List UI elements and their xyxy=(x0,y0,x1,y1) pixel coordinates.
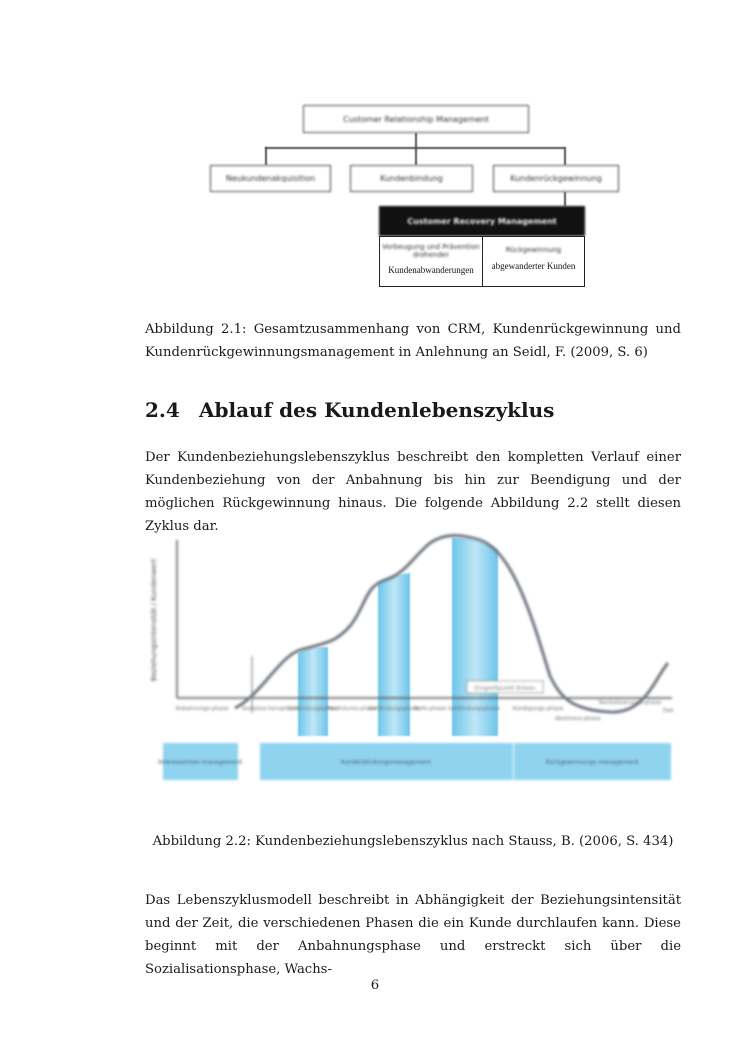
phase-label: Gefährdungsphase xyxy=(286,706,340,712)
connector xyxy=(265,147,267,165)
x-axis-label: Zeit xyxy=(662,708,674,714)
band-1 xyxy=(298,647,328,736)
bottom-label: Interessenten-management xyxy=(158,759,242,766)
section-title: Ablauf des Kundenlebenszyklus xyxy=(199,398,555,422)
y-axis-label: Beziehungsintensität / Kundenwert xyxy=(150,558,158,682)
connector xyxy=(415,147,417,165)
bottom-label: Kundenbindungsmanagement xyxy=(340,759,432,766)
sub-box-left-blurred: Vorbeugung und Prävention drohender xyxy=(382,239,480,263)
box-retention: Kundenbindung xyxy=(350,165,473,192)
sub-box-right-blurred: Rückgewinnung xyxy=(485,239,582,261)
connector xyxy=(564,147,566,165)
phase-label: Abstinenz-phase xyxy=(555,716,601,722)
recovery-management-box: Customer Recovery Management xyxy=(379,206,585,236)
phase-label: Reife-phase xyxy=(413,706,447,712)
sub-box-right xyxy=(482,236,585,287)
phase-label: Kündigungs-phase xyxy=(512,706,564,712)
paragraph-2: Das Lebenszyklusmodell beschreibt in Abhängigkeit der Beziehungsintensität und der Zeit, die verschiedenen Phasen die ein Kunde durchlaufen kann. Diese beginnt mit der Anbahnungsphase und erstreckt sich über die Sozialisationsphase, Wachs- xyxy=(145,893,681,977)
callout-text: Eingreifpunkt Krisen xyxy=(474,685,536,692)
paragraph-1: Der Kundenbeziehungslebenszyklus beschreibt den kompletten Verlauf einer Kundenbeziehung von der Anbahnung bis hin zur Beendigung und der möglichen Rückgewinnung hinaus. Die folgende Abbildung 2.2 stellt diesen Zyklus dar. xyxy=(145,450,681,534)
figure-lifecycle xyxy=(140,528,680,792)
figure1-caption: Abbildung 2.1: Gesamtzusammenhang von CRM, Kundenrückgewinnung und Kundenrückgewinnungsmanagement in Anlehnung an Seidl, F. (2009, S. 6) xyxy=(145,322,681,360)
connector xyxy=(415,133,417,148)
bottom-label: Rückgewinnungs-management xyxy=(545,759,639,766)
box-recovery: Kundenrückgewinnung xyxy=(493,165,619,192)
crm-top-box: Customer Relationship Management xyxy=(303,105,529,133)
phase-label: Gefährdungsphase xyxy=(367,706,421,712)
sub-box-right-text: abgewanderter Kunden xyxy=(491,261,576,271)
sub-box-left-text: Kundenabwanderungen xyxy=(388,265,474,275)
phase-label: Wachstums-phase xyxy=(326,706,378,712)
phase-label: Revitalisierungs-phase xyxy=(598,700,662,706)
box-acquisition: Neukundenakquisition xyxy=(210,165,331,192)
section-heading xyxy=(145,398,554,422)
page-number: 6 xyxy=(370,978,380,993)
lifecycle-diagram xyxy=(140,528,680,788)
phase-label: Gefährdungsphase xyxy=(447,706,501,712)
section-number: 2.4 xyxy=(145,398,180,422)
figure2-caption: Abbildung 2.2: Kundenbeziehungslebenszyklus nach Stauss, B. (2006, S. 434) xyxy=(152,834,674,849)
phase-label: Anbahnungs-phase xyxy=(175,706,229,712)
phase-label: Sozialisa-tionsphase xyxy=(242,706,298,712)
sub-box-left xyxy=(379,236,483,287)
connector xyxy=(564,192,566,206)
